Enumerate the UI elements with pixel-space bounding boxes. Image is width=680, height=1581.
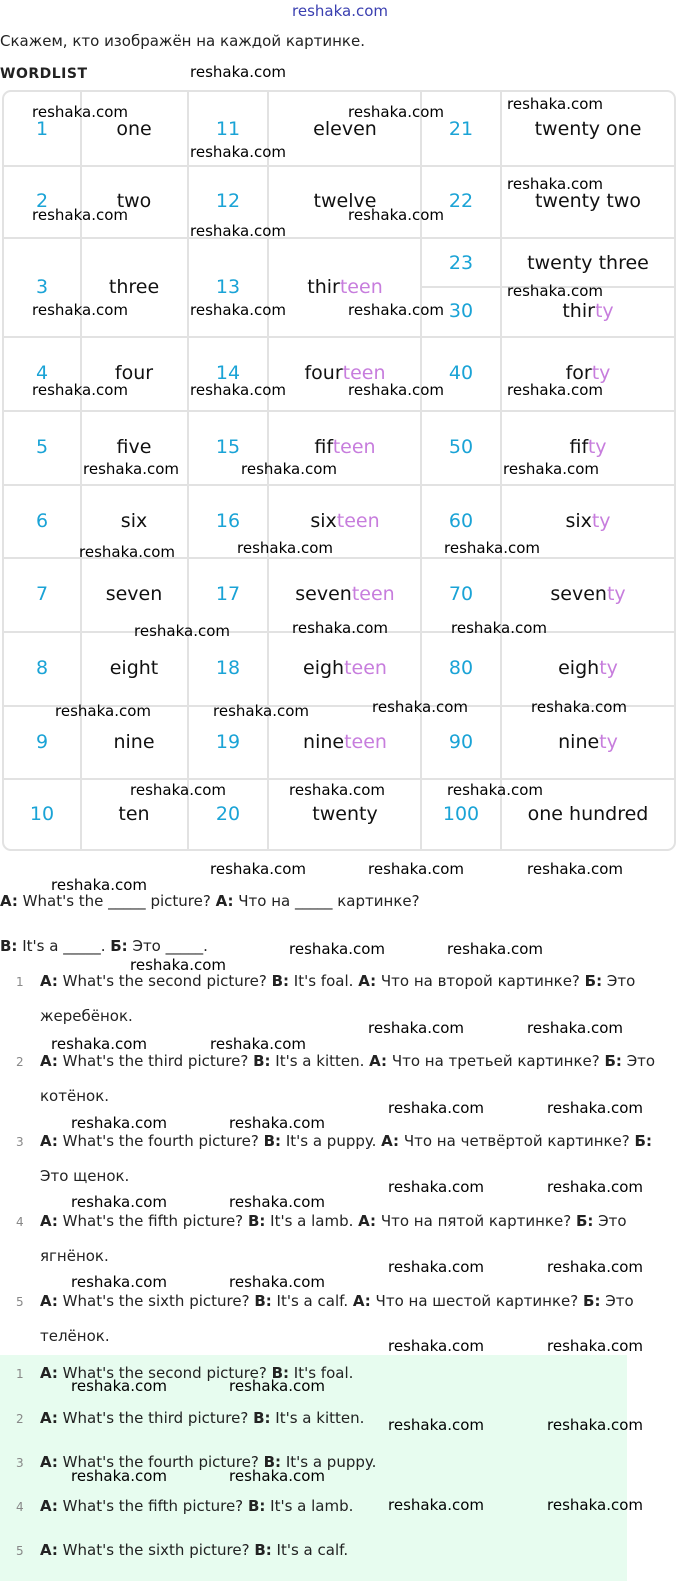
number-cell: 4 — [35, 362, 49, 384]
word-cell: sixteen — [310, 509, 380, 532]
wordlist-title: WORDLIST — [0, 66, 88, 82]
number-cell: 1 — [35, 117, 49, 140]
number-cell: 3 — [35, 275, 49, 298]
exercise-line: A: What's the third picture? B: It's a kitten. A: Что на третьей картинке? Б: Это — [40, 1052, 656, 1070]
answer-line: A: What's the fourth picture? B: It's a puppy. — [40, 1453, 377, 1471]
exercise-line-wrap: Это щенок. — [40, 1167, 130, 1185]
word-cell: six — [120, 509, 148, 532]
watermark-text: reshaka.com — [547, 1416, 643, 1434]
watermark-text: reshaka.com — [547, 1496, 643, 1514]
word-cell: eight — [109, 657, 159, 679]
watermark-text: reshaka.com — [507, 381, 603, 399]
number-cell: 30 — [448, 300, 474, 322]
word-cell: two — [116, 190, 152, 212]
table-divider — [187, 92, 189, 849]
word-cell: fourteen — [304, 362, 386, 384]
watermark-text: reshaka.com — [55, 702, 151, 720]
number-cell: 21 — [448, 117, 474, 140]
exercise-number: 4 — [16, 1215, 24, 1229]
watermark-text: reshaka.com — [83, 460, 179, 478]
watermark-text: reshaka.com — [71, 1114, 167, 1132]
number-cell: 50 — [448, 436, 474, 458]
word-cell: eighteen — [303, 657, 387, 679]
table-divider — [4, 410, 674, 412]
watermark-text: reshaka.com — [229, 1467, 325, 1485]
watermark-text: reshaka.com — [388, 1337, 484, 1355]
watermark-text: reshaka.com — [229, 1377, 325, 1395]
exercise-line: A: What's the fifth picture? B: It's a lamb. A: Что на пятой картинке? Б: Это — [40, 1212, 627, 1230]
number-cell: 80 — [448, 657, 474, 679]
watermark-text: reshaka.com — [503, 460, 599, 478]
watermark-text: reshaka.com — [190, 63, 286, 81]
word-cell: seventy — [550, 583, 626, 605]
watermark-text: reshaka.com — [348, 206, 444, 224]
word-cell: fifteen — [314, 436, 376, 458]
watermark-text: reshaka.com — [32, 381, 128, 399]
watermark-text: reshaka.com — [527, 1019, 623, 1037]
watermark-text: reshaka.com — [507, 282, 603, 300]
exercise-line-wrap: телёнок. — [40, 1327, 110, 1345]
word-cell: twenty two — [534, 190, 642, 212]
watermark-text: reshaka.com — [241, 460, 337, 478]
word-cell: thirty — [562, 300, 614, 322]
answer-line: A: What's the second picture? B: It's foal. — [40, 1364, 354, 1382]
watermark-text: reshaka.com — [71, 1193, 167, 1211]
number-cell: 9 — [35, 730, 49, 753]
word-cell: four — [114, 362, 154, 384]
number-cell: 8 — [35, 657, 49, 679]
watermark-text: reshaka.com — [210, 1035, 306, 1053]
word-cell: three — [108, 275, 160, 298]
watermark-text: reshaka.com — [130, 781, 226, 799]
table-divider — [4, 778, 674, 780]
watermark-text: reshaka.com — [71, 1273, 167, 1291]
watermark-text: reshaka.com — [388, 1099, 484, 1117]
watermark-text: reshaka.com — [444, 539, 540, 557]
exercise-line: A: What's the sixth picture? B: It's a calf. A: Что на шестой картинке? Б: Это — [40, 1292, 634, 1310]
watermark-text: reshaka.com — [372, 698, 468, 716]
word-cell: ninety — [558, 730, 618, 753]
answer-number: 2 — [16, 1412, 24, 1426]
watermark-text: reshaka.com — [51, 876, 147, 894]
watermark-text: reshaka.com — [229, 1114, 325, 1132]
watermark-text: reshaka.com — [547, 1178, 643, 1196]
watermark-text: reshaka.com — [289, 781, 385, 799]
answer-line: A: What's the sixth picture? B: It's a calf. — [40, 1541, 349, 1559]
exercise-line-wrap: жеребёнок. — [40, 1007, 133, 1025]
word-cell: twelve — [313, 190, 377, 212]
exercise-line: A: What's the fourth picture? B: It's a puppy. A: Что на четвёртой картинке? Б: — [40, 1132, 652, 1150]
number-cell: 100 — [442, 802, 480, 825]
exercise-number: 3 — [16, 1135, 24, 1149]
number-cell: 90 — [448, 730, 474, 753]
word-cell: seventeen — [295, 583, 395, 605]
watermark-text: reshaka.com — [289, 940, 385, 958]
number-cell: 13 — [215, 275, 241, 298]
table-divider — [500, 92, 502, 849]
watermark-text: reshaka.com — [190, 143, 286, 161]
watermark-text: reshaka.com — [368, 1019, 464, 1037]
answer-number: 1 — [16, 1367, 24, 1381]
number-cell: 23 — [448, 252, 474, 274]
word-cell: eighty — [558, 657, 618, 679]
word-cell: fifty — [569, 436, 607, 458]
number-cell: 7 — [35, 583, 49, 605]
watermark-text: reshaka.com — [447, 781, 543, 799]
table-divider — [4, 237, 674, 239]
answer-number: 3 — [16, 1456, 24, 1470]
exercise-line-wrap: котёнок. — [40, 1087, 110, 1105]
table-divider — [4, 165, 674, 167]
watermark-text: reshaka.com — [388, 1416, 484, 1434]
site-header[interactable]: reshaka.com — [292, 2, 388, 20]
watermark-text: reshaka.com — [388, 1496, 484, 1514]
watermark-text: reshaka.com — [130, 956, 226, 974]
number-cell: 16 — [215, 509, 241, 532]
watermark-text: reshaka.com — [134, 622, 230, 640]
watermark-text: reshaka.com — [71, 1467, 167, 1485]
exercise-number: 2 — [16, 1055, 24, 1069]
word-cell: eleven — [313, 117, 377, 140]
intro-text: Скажем, кто изображён на каждой картинке. — [0, 32, 365, 50]
watermark-text: reshaka.com — [527, 860, 623, 878]
answer-number: 4 — [16, 1500, 24, 1514]
watermark-text: reshaka.com — [32, 206, 128, 224]
watermark-text: reshaka.com — [348, 301, 444, 319]
number-cell: 70 — [448, 583, 474, 605]
model-answer: B: It's a _____. Б: Это _____. — [0, 937, 208, 955]
word-cell: nineteen — [303, 730, 387, 753]
watermark-text: reshaka.com — [71, 1377, 167, 1395]
watermark-text: reshaka.com — [229, 1193, 325, 1211]
number-cell: 10 — [29, 802, 55, 825]
watermark-text: reshaka.com — [547, 1337, 643, 1355]
word-cell: one — [116, 117, 152, 140]
watermark-text: reshaka.com — [237, 539, 333, 557]
watermark-text: reshaka.com — [368, 860, 464, 878]
number-cell: 17 — [215, 583, 241, 605]
word-cell: ten — [118, 802, 150, 825]
number-cell: 14 — [215, 362, 241, 384]
exercise-number: 5 — [16, 1295, 24, 1309]
watermark-text: reshaka.com — [190, 301, 286, 319]
number-cell: 22 — [448, 190, 474, 212]
number-cell: 19 — [215, 730, 241, 753]
number-cell: 6 — [35, 509, 49, 532]
watermark-text: reshaka.com — [507, 95, 603, 113]
watermark-text: reshaka.com — [32, 103, 128, 121]
watermark-text: reshaka.com — [190, 222, 286, 240]
word-cell: forty — [565, 362, 611, 384]
number-cell: 18 — [215, 657, 241, 679]
watermark-text: reshaka.com — [388, 1178, 484, 1196]
watermark-text: reshaka.com — [229, 1273, 325, 1291]
number-cell: 11 — [215, 117, 241, 140]
watermark-text: reshaka.com — [447, 940, 543, 958]
word-cell: twenty one — [534, 117, 642, 140]
word-cell: thirteen — [307, 275, 383, 298]
model-question: A: What's the _____ picture? A: Что на _____ картинке? — [0, 892, 420, 910]
word-cell: one hundred — [527, 802, 649, 825]
word-cell: seven — [105, 583, 163, 605]
watermark-text: reshaka.com — [210, 860, 306, 878]
watermark-text: reshaka.com — [531, 698, 627, 716]
number-cell: 40 — [448, 362, 474, 384]
watermark-text: reshaka.com — [388, 1258, 484, 1276]
watermark-text: reshaka.com — [348, 381, 444, 399]
table-divider — [4, 484, 674, 486]
watermark-text: reshaka.com — [51, 1035, 147, 1053]
word-cell: sixty — [565, 509, 611, 532]
watermark-text: reshaka.com — [348, 103, 444, 121]
exercise-line-wrap: ягнёнок. — [40, 1247, 109, 1265]
word-cell: twenty three — [527, 252, 649, 274]
word-cell: twenty — [312, 802, 378, 825]
watermark-text: reshaka.com — [32, 301, 128, 319]
answer-line: A: What's the third picture? B: It's a kitten. — [40, 1409, 365, 1427]
watermark-text: reshaka.com — [190, 381, 286, 399]
number-cell: 5 — [35, 436, 49, 458]
exercise-line: A: What's the second picture? B: It's foal. A: Что на второй картинке? Б: Это — [40, 972, 636, 990]
answer-line: A: What's the fifth picture? B: It's a lamb. — [40, 1497, 354, 1515]
watermark-text: reshaka.com — [213, 702, 309, 720]
watermark-text: reshaka.com — [547, 1099, 643, 1117]
watermark-text: reshaka.com — [547, 1258, 643, 1276]
number-cell: 20 — [215, 802, 241, 825]
word-cell: nine — [113, 730, 155, 753]
number-cell: 60 — [448, 509, 474, 532]
watermark-text: reshaka.com — [292, 619, 388, 637]
number-cell: 2 — [35, 190, 49, 212]
number-cell: 12 — [215, 190, 241, 212]
number-cell: 15 — [215, 436, 241, 458]
exercise-number: 1 — [16, 975, 24, 989]
word-cell: five — [116, 436, 152, 458]
watermark-text: reshaka.com — [451, 619, 547, 637]
watermark-text: reshaka.com — [79, 543, 175, 561]
table-divider — [4, 336, 674, 338]
answer-number: 5 — [16, 1544, 24, 1558]
watermark-text: reshaka.com — [507, 175, 603, 193]
